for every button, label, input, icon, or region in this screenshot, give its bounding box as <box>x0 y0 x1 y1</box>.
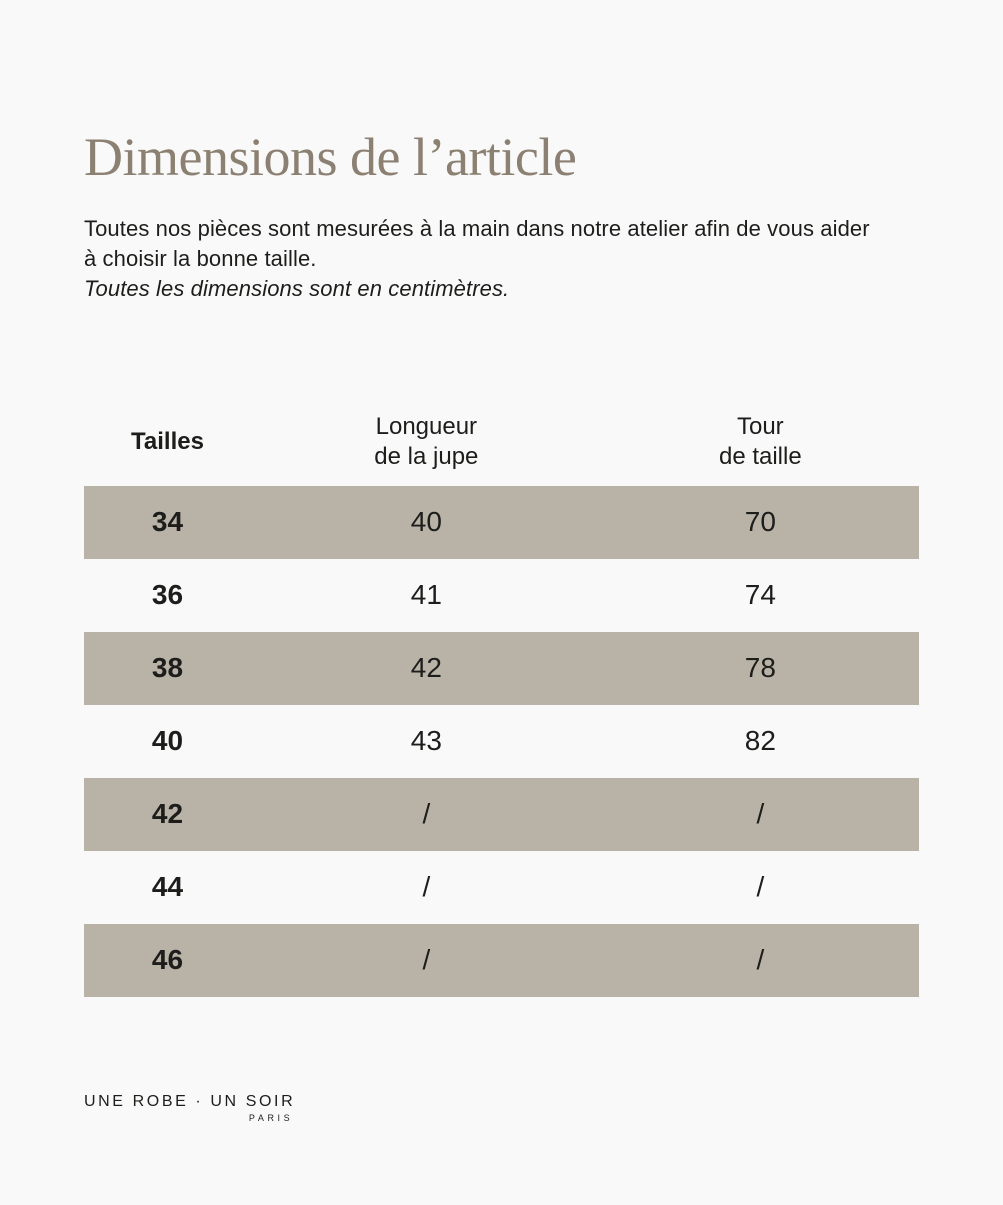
cell-tour: 82 <box>744 725 776 757</box>
description <box>84 214 919 274</box>
cell-taille: 44 <box>151 871 184 903</box>
table-row <box>84 851 919 924</box>
cell-taille: 38 <box>151 652 184 684</box>
column-header-label-line1: Longueur <box>375 412 478 440</box>
cell-tour: 70 <box>744 506 776 538</box>
cell-longueur: / <box>422 944 431 976</box>
cell-longueur: / <box>422 871 431 903</box>
cell-longueur: 40 <box>410 506 442 538</box>
page-title: Dimensions de l’article <box>84 127 577 187</box>
cell-taille: 36 <box>151 579 184 611</box>
column-header-label-line1: Tour <box>736 412 784 440</box>
column-header-label-line2: de la jupe <box>374 442 479 470</box>
brand-city: PARIS <box>248 1112 294 1123</box>
cell-tour: 78 <box>744 652 776 684</box>
column-header-label-line2: de taille <box>718 442 802 470</box>
table-row <box>84 778 919 851</box>
table-row <box>84 486 919 559</box>
table-row <box>84 632 919 705</box>
table-row <box>84 705 919 778</box>
table-row <box>84 924 919 997</box>
cell-tour: 74 <box>744 579 776 611</box>
cell-tour: / <box>756 944 765 976</box>
column-header-label: Tailles <box>131 427 204 455</box>
description-line-2: à choisir la bonne taille. <box>84 245 317 271</box>
cell-taille: 46 <box>151 944 184 976</box>
size-table-header <box>84 398 919 486</box>
brand-name: UNE ROBE · UN SOIR <box>84 1092 296 1110</box>
cell-longueur: 41 <box>410 579 442 611</box>
cell-longueur: / <box>422 798 431 830</box>
cell-longueur: 43 <box>410 725 442 757</box>
cell-taille: 42 <box>151 798 184 830</box>
brand-logo <box>84 1093 295 1123</box>
column-header-longueur <box>251 398 602 486</box>
table-row <box>84 559 919 632</box>
column-header-tailles <box>84 398 251 486</box>
size-table <box>84 398 919 997</box>
cell-taille: 34 <box>151 506 184 538</box>
cell-longueur: 42 <box>410 652 442 684</box>
description-line-1: Toutes nos pièces sont mesurées à la main dans notre atelier afin de vous aider <box>84 215 870 241</box>
cell-taille: 40 <box>151 725 184 757</box>
cell-tour: / <box>756 798 765 830</box>
column-header-tour <box>602 398 919 486</box>
units-note: Toutes les dimensions sont en centimètres. <box>84 275 510 301</box>
cell-tour: / <box>756 871 765 903</box>
